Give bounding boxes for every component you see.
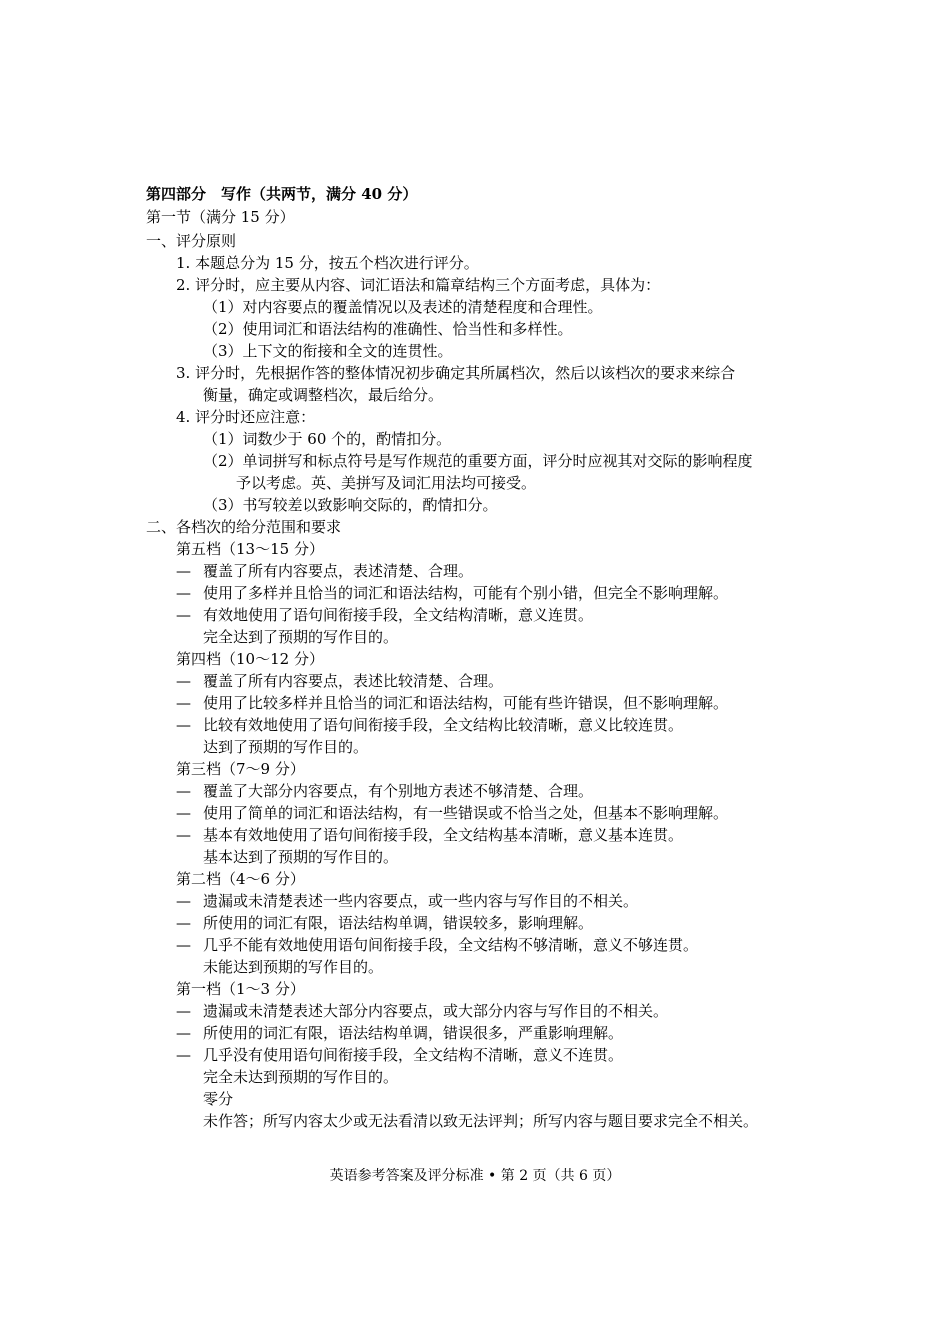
level-1-item: — 几乎没有使用语句间衔接手段，全文结构不清晰，意义不连贯。: [176, 1046, 624, 1064]
level-1-item: — 遗漏或未清楚表述大部分内容要点，或大部分内容与写作目的不相关。: [176, 1002, 669, 1020]
principle-1: 1. 本题总分为 15 分，按五个档次进行评分。: [176, 254, 479, 272]
principle-2-a: （1）对内容要点的覆盖情况以及表述的清楚程度和合理性。: [203, 298, 603, 316]
page-footer: 英语参考答案及评分标准 • 第 2 页（共 6 页）: [329, 1168, 621, 1184]
principle-3-line1: 3. 评分时，先根据作答的整体情况初步确定其所属档次，然后以该档次的要求来综合: [176, 364, 736, 382]
level-5-heading: 第五档（13～15 分）: [176, 540, 324, 558]
level-3-item: — 使用了简单的词汇和语法结构，有一些错误或不恰当之处，但基本不影响理解。: [176, 804, 729, 822]
level-5-summary: 完全达到了预期的写作目的。: [203, 628, 399, 646]
level-2-item: — 遗漏或未清楚表述一些内容要点，或一些内容与写作目的不相关。: [176, 892, 639, 910]
level-2-item: — 几乎不能有效地使用语句间衔接手段，全文结构不够清晰，意义不够连贯。: [176, 936, 699, 954]
levels-heading: 二、各档次的给分范围和要求: [146, 518, 342, 536]
section-heading: 第一节（满分 15 分）: [146, 208, 295, 226]
principle-2-b: （2）使用词汇和语法结构的准确性、恰当性和多样性。: [203, 320, 573, 338]
level-4-item: — 覆盖了所有内容要点，表述比较清楚、合理。: [176, 672, 504, 690]
principle-4-b-line2: 予以考虑。英、美拼写及词汇用法均可接受。: [236, 474, 537, 492]
level-3-summary: 基本达到了预期的写作目的。: [203, 848, 399, 866]
level-4-item: — 比较有效地使用了语句间衔接手段，全文结构比较清晰，意义比较连贯。: [176, 716, 684, 734]
zero-text: 未作答；所写内容太少或无法看清以致无法评判；所写内容与题目要求完全不相关。: [203, 1112, 759, 1130]
principle-4-b-line1: （2）单词拼写和标点符号是写作规范的重要方面，评分时应视其对交际的影响程度: [203, 452, 753, 470]
part-title: 第四部分 写作（共两节，满分 40 分）: [146, 185, 418, 203]
level-4-summary: 达到了预期的写作目的。: [203, 738, 369, 756]
principle-4-c: （3）书写较差以致影响交际的，酌情扣分。: [203, 496, 498, 514]
zero-heading: 零分: [203, 1090, 234, 1108]
principle-2-c: （3）上下文的衔接和全文的连贯性。: [203, 342, 453, 360]
principle-2: 2. 评分时，应主要从内容、词汇语法和篇章结构三个方面考虑，具体为：: [176, 276, 661, 294]
level-2-heading: 第二档（4～6 分）: [176, 870, 305, 888]
level-4-heading: 第四档（10～12 分）: [176, 650, 324, 668]
principle-4: 4. 评分时还应注意：: [176, 408, 316, 426]
principle-3-line2: 衡量，确定或调整档次，最后给分。: [203, 386, 444, 404]
level-1-heading: 第一档（1～3 分）: [176, 980, 305, 998]
level-3-item: — 基本有效地使用了语句间衔接手段，全文结构基本清晰，意义基本连贯。: [176, 826, 684, 844]
level-4-item: — 使用了比较多样并且恰当的词汇和语法结构，可能有些许错误，但不影响理解。: [176, 694, 729, 712]
principle-4-a: （1）词数少于 60 个的，酌情扣分。: [203, 430, 452, 448]
level-5-item: — 使用了多样并且恰当的词汇和语法结构，可能有个别小错，但完全不影响理解。: [176, 584, 729, 602]
level-1-item: — 所使用的词汇有限，语法结构单调，错误很多，严重影响理解。: [176, 1024, 624, 1042]
level-5-item: — 有效地使用了语句间衔接手段，全文结构清晰，意义连贯。: [176, 606, 594, 624]
level-3-item: — 覆盖了大部分内容要点，有个别地方表述不够清楚、合理。: [176, 782, 594, 800]
level-2-summary: 未能达到预期的写作目的。: [203, 958, 384, 976]
level-1-summary: 完全未达到预期的写作目的。: [203, 1068, 399, 1086]
level-3-heading: 第三档（7～9 分）: [176, 760, 305, 778]
level-2-item: — 所使用的词汇有限，语法结构单调，错误较多，影响理解。: [176, 914, 594, 932]
principles-heading: 一、评分原则: [146, 232, 237, 250]
level-5-item: — 覆盖了所有内容要点，表述清楚、合理。: [176, 562, 474, 580]
